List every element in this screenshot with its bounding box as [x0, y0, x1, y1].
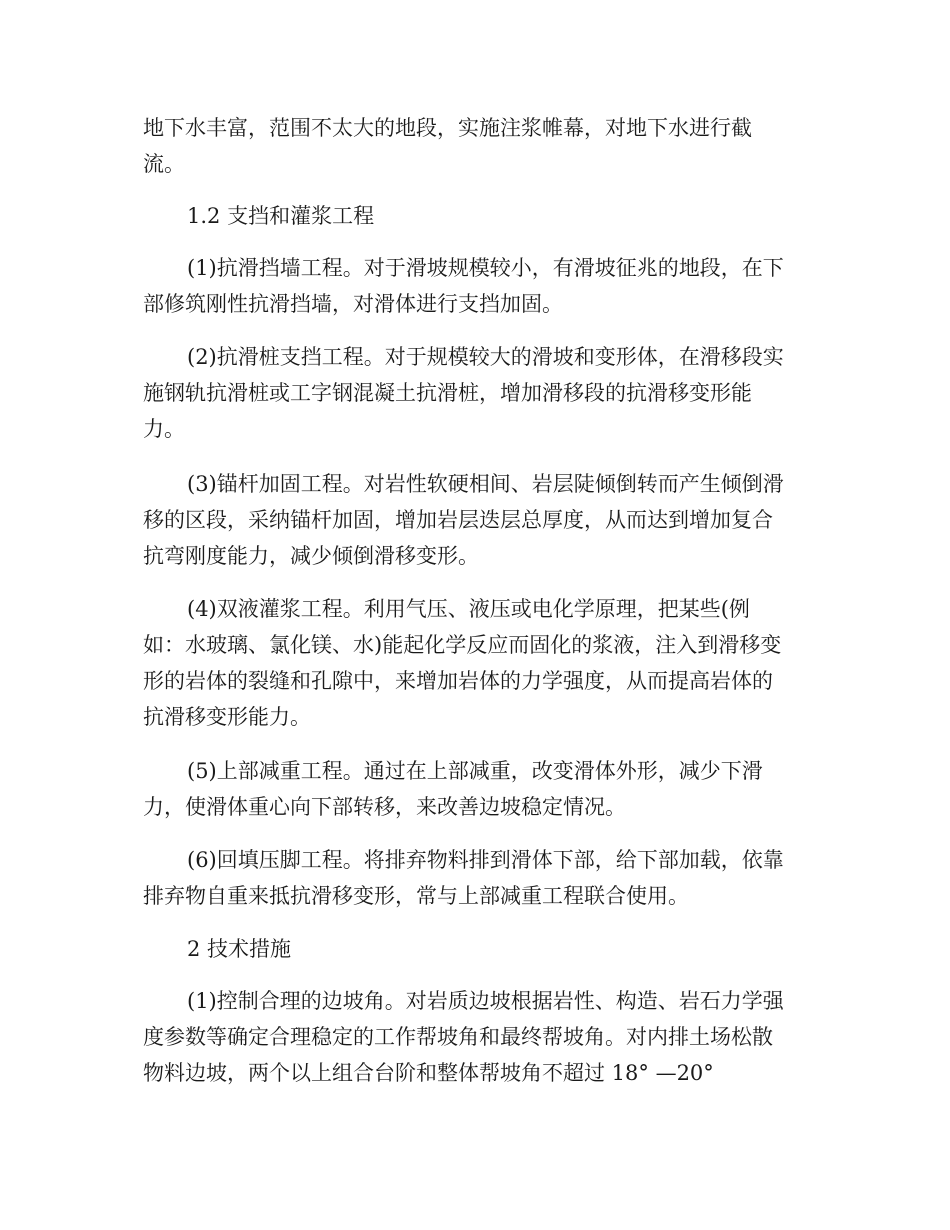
paragraph-line: 抗弯刚度能力，减少倾倒滑移变形。 [143, 544, 479, 568]
section-heading: 2 技术措施 [187, 937, 292, 961]
section-heading: 1.2 支挡和灌浆工程 [187, 204, 375, 228]
paragraph-line: 抗滑移变形能力。 [143, 705, 311, 729]
text-line: 流。 [143, 152, 185, 176]
paragraph-line: 移的区段，采纳锚杆加固，增加岩层迭层总厚度，从而达到增加复合 [143, 508, 773, 532]
paragraph-line: (1)控制合理的边坡角。对岩质边坡根据岩性、构造、岩石力学强 [187, 989, 784, 1013]
paragraph-line: 如：水玻璃、氯化镁、水)能起化学反应而固化的浆液，注入到滑移变 [143, 633, 782, 657]
paragraph-line: 形的岩体的裂缝和孔隙中，来增加岩体的力学强度，从而提高岩体的 [143, 669, 773, 693]
paragraph-line: 力，使滑体重心向下部转移，来改善边坡稳定情况。 [143, 795, 626, 819]
paragraph-line: (5)上部减重工程。通过在上部减重，改变滑体外形，减少下滑 [187, 759, 763, 783]
paragraph-line: 度参数等确定合理稳定的工作帮坡角和最终帮坡角。对内排土场松散 [143, 1025, 773, 1049]
paragraph-line: (4)双液灌浆工程。利用气压、液压或电化学原理，把某些(例 [187, 597, 750, 621]
paragraph-line: 力。 [143, 417, 185, 441]
text-line: 地下水丰富，范围不太大的地段，实施注浆帷幕，对地下水进行截 [143, 116, 752, 140]
paragraph-line: 施钢轨抗滑桩或工字钢混凝土抗滑桩，增加滑移段的抗滑移变形能 [143, 381, 752, 405]
paragraph-line: 排弃物自重来抵抗滑移变形，常与上部减重工程联合使用。 [143, 884, 689, 908]
paragraph-line: (1)抗滑挡墙工程。对于滑坡规模较小，有滑坡征兆的地段，在下 [187, 256, 784, 280]
paragraph-line: 部修筑刚性抗滑挡墙，对滑体进行支挡加固。 [143, 292, 563, 316]
paragraph-line: 物料边坡，两个以上组合台阶和整体帮坡角不超过 18° —20° [143, 1061, 714, 1085]
paragraph-line: (2)抗滑桩支挡工程。对于规模较大的滑坡和变形体，在滑移段实 [187, 345, 784, 369]
paragraph-line: (6)回填压脚工程。将排弃物料排到滑体下部，给下部加载，依靠 [187, 848, 784, 872]
paragraph-line: (3)锚杆加固工程。对岩性软硬相间、岩层陡倾倒转而产生倾倒滑 [187, 472, 784, 496]
